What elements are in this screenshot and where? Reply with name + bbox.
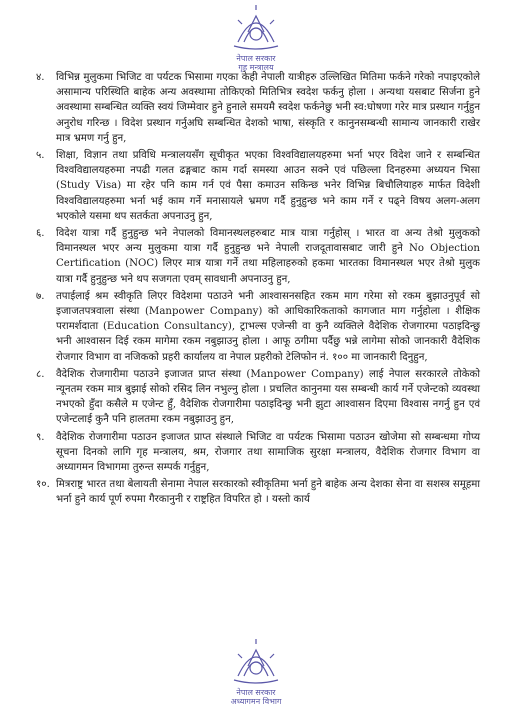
document-body: [36, 70, 480, 510]
item-number: ५.: [36, 150, 45, 162]
item-text: शिक्षा, विज्ञान तथा प्रविधि मन्त्रालयसँग सूचीकृत भएका विश्वविद्यालयहरुमा भर्ना भएर विदेश जाने र सम्बन्धित विश्वविद्यालयहरुमा नपढी गलत ढङ्गबाट काम गर्दा समस्या आउन सक्ने एवं पछिल्ला दिनहरुमा अध्ययन भिसा (Study Visa) मा रहेर पनि काम गर्न एवं पैसा कमाउन सकिन्छ भनेर विभिन्न बिचौलियाहरु मार्फत विदेशी विश्वविद्यालयहरुमा भर्ना भई काम गर्ने मनासायले भ्रमण गर्दै हुनुहुन्छ भने काम गर्ने र पढ्ने विषय अलग-अलग भएकोले यसमा थप सतर्कता अपनाउनु हुन,: [56, 150, 480, 222]
item-text: विदेश यात्रा गर्दै हुनुहुन्छ भने नेपालको विमानस्थलहरुबाट मात्र यात्रा गर्नुहोस् । भारत वा अन्य तेश्रो मुलुकको विमानस्थल भएर अन्य मुलुकमा यात्रा गर्दै हुनुहुन्छ भने नेपाली राजदूतावासबाट जारी हुने No Objection Certification (NOC) लिएर मात्र यात्रा गर्ने तथा महिलाहरुको हकमा भारतका विमानस्थल भएर तेश्रो मुलुक यात्रा गर्दै हुनुहुन्छ भने थप सजगता एवम् सावधानी अपनाउनु हुन,: [56, 228, 480, 285]
emblem-icon: [208, 636, 304, 688]
item-text: वैदेशिक रोजगारीमा पठाउने इजाजत प्राप्त संस्था (Manpower Company) लाई नेपाल सरकारले तोकेको न्यूनतम रकम मात्र बुझाई सोको रसिद लिन नभुल्नु होला । प्रचलित कानुनमा यस सम्बन्धी कार्य गर्ने एजेन्टको व्यवस्था नभएको हुँदा कसैले म एजेन्ट हुँ, वैदेशिक रोजगारीमा पठाइदिन्छु भनी झुटा आश्वासन दिएमा विश्वास नगर्नु हुन एवं एजेन्टलाई कुनै पनि हालतमा रकम नबुझाउनु हुन,: [56, 368, 480, 426]
seal-text-line1: नेपाल सरकार: [236, 688, 276, 697]
item-text: तपाईलाई श्रम स्वीकृति लिएर विदेशमा पठाउने भनी आश्वासनसहित रकम माग गरेमा सो रकम बुझाउनुपूर्व सो इजाजतपत्रवाला संस्था (Manpower Company) को आधिकारिकताको कागजात माग गर्नुहोला । शैक्षिक परामर्शदाता (Education Consultancy), ट्राभल्स एजेन्सी वा कुनै व्यक्तिले वैदेशिक रोजगारमा पठाइदिन्छु भनी आश्वासन दिई रकम मागेमा रकम नबुझाउनु होला । आफू ठगीमा पर्दैछु भन्ने लागेमा सोको जानकारी वैदेशिक रोजगार विभाग वा नजिकको प्रहरी कार्यालय वा नेपाल प्रहरीको टेलिफोन नं. १०० मा जानकारी दिनुहुन,: [56, 290, 480, 363]
seal-text-line2: गृह मन्त्रालय: [238, 63, 274, 72]
list-item: [36, 226, 480, 287]
list-item: [36, 430, 480, 476]
list-item: [36, 70, 480, 146]
item-number: १०.: [36, 479, 50, 491]
item-text: विभिन्न मुलुकमा भिजिट वा पर्यटक भिसामा गएका केही नेपाली यात्रीहरु उल्लिखित मितिमा फर्कने गरेको नपाइएकोले असामान्य परिस्थिति बाहेक अन्य अवस्थामा तोकिएको मितिभित्र स्वदेश फर्कनु होला । अन्यथा यसबाट सिर्जना हुने अवस्थामा सम्बन्धित व्यक्ति स्वयं जिम्मेवार हुने हुनाले समयमै स्वदेश फर्कनेछु भनी स्व:घोषणा गरेर मात्र प्रस्थान गर्नुहुन अनुरोध गरिन्छ । विदेश प्रस्थान गर्नुअघि सम्बन्धित देशको भाषा, संस्कृति र कानुनसम्बन्धी सामान्य जानकारी राखेर मात्र भ्रमण गर्नु हुन,: [56, 72, 480, 144]
government-seal-bottom: [208, 636, 304, 704]
item-text: मित्रराष्ट्र भारत तथा बेलायती सेनामा नेपाल सरकारको स्वीकृतिमा भर्ना हुने बाहेक अन्य देशका सेना वा सशस्त्र समूहमा भर्ना हुने कार्य पूर्ण रुपमा गैरकानुनी र राष्ट्रहित विपरित हो । यस्तो कार्य: [56, 479, 480, 506]
government-seal-top: [208, 2, 304, 70]
list-item: [36, 289, 480, 365]
item-number: ८.: [36, 368, 45, 380]
seal-text-line3: अध्यागमन विभाग: [230, 697, 282, 706]
emblem-icon: [208, 2, 304, 54]
item-text: वैदेशिक रोजगारीमा पठाउन इजाजत प्राप्त संस्थाले भिजिट वा पर्यटक भिसामा पठाउन खोजेमा सो सम्बन्धमा गोप्य सूचना दिनको लागि गृह मन्त्रालय, श्रम, रोजगार तथा सामाजिक सुरक्षा मन्त्रालय, वैदेशिक रोजगार विभाग वा अध्यागमन विभागमा तुरुन्त सम्पर्क गर्नुहुन,: [56, 431, 480, 474]
item-number: ९.: [36, 431, 45, 443]
item-number: ७.: [36, 290, 45, 302]
seal-text-line1: नेपाल सरकार: [236, 54, 276, 63]
item-number: ४.: [36, 72, 45, 83]
list-item: [36, 477, 480, 507]
list-item: [36, 148, 480, 224]
list-item: [36, 367, 480, 428]
item-number: ६.: [36, 228, 45, 240]
